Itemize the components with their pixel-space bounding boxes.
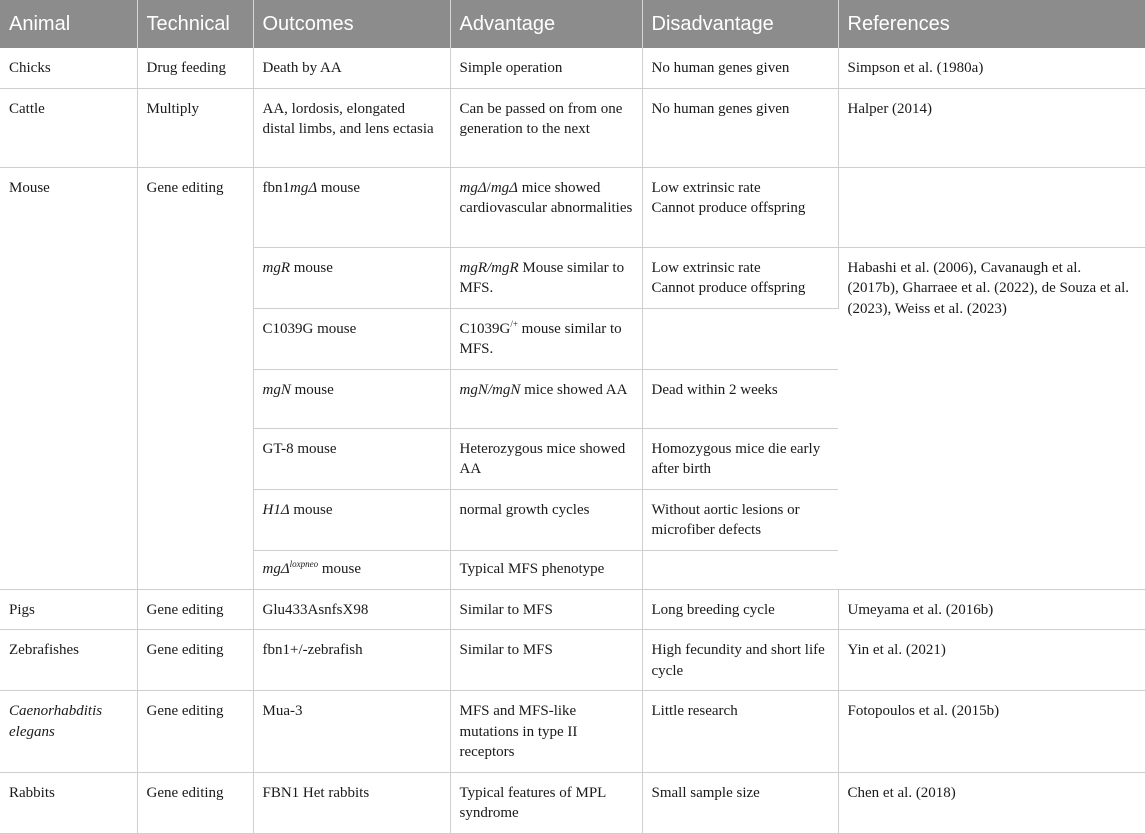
cell-disadvantage: Little research xyxy=(642,691,838,773)
cell-reference: Umeyama et al. (2016b) xyxy=(838,589,1145,630)
cell-outcome: C1039G mouse xyxy=(253,308,450,369)
cell-outcome: Death by AA xyxy=(253,48,450,88)
header-references: References xyxy=(838,0,1145,48)
cell-outcome: AA, lordosis, elongated distal limbs, and lens ectasia xyxy=(253,88,450,167)
cell-outcome: FBN1 Het rabbits xyxy=(253,772,450,833)
cell-technical: Gene editing xyxy=(137,589,253,630)
cell-technical: Gene editing xyxy=(137,772,253,833)
cell-technical: Gene editing xyxy=(137,691,253,773)
cell-animal: Zebrafishes xyxy=(0,630,137,691)
cell-outcome: H1Δ mouse xyxy=(253,489,450,550)
cell-technical: Multiply xyxy=(137,88,253,167)
cell-disadvantage: Long breeding cycle xyxy=(642,589,838,630)
cell-animal: Caenorhabditis elegans xyxy=(0,691,137,773)
cell-disadvantage: Dead within 2 weeks xyxy=(642,369,838,428)
cell-advantage: C1039G/+ mouse similar to MFS. xyxy=(450,308,642,369)
cell-disadvantage: Without aortic lesions or microfiber defects xyxy=(642,489,838,550)
table-row xyxy=(0,88,1145,167)
cell-reference: Chen et al. (2018) xyxy=(838,772,1145,833)
cell-advantage: Can be passed on from one generation to the next xyxy=(450,88,642,167)
cell-outcome: GT-8 mouse xyxy=(253,428,450,489)
table-row xyxy=(0,589,1145,630)
cell-outcome: Glu433AsnfsX98 xyxy=(253,589,450,630)
table-row xyxy=(0,48,1145,88)
cell-reference: Habashi et al. (2006), Cavanaugh et al. (2017b), Gharraee et al. (2022), de Souza et al. (2023), Weiss et al. (2023) xyxy=(838,247,1145,589)
cell-animal: Pigs xyxy=(0,589,137,630)
cell-advantage: Similar to MFS xyxy=(450,630,642,691)
cell-outcome: mgN mouse xyxy=(253,369,450,428)
cell-animal: Mouse xyxy=(0,167,137,589)
cell-disadvantage: Small sample size xyxy=(642,772,838,833)
table-row xyxy=(0,630,1145,691)
cell-reference-empty xyxy=(838,167,1145,247)
cell-animal: Cattle xyxy=(0,88,137,167)
header-outcomes: Outcomes xyxy=(253,0,450,48)
cell-advantage: MFS and MFS-like mutations in type II receptors xyxy=(450,691,642,773)
cell-disadvantage: Homozygous mice die early after birth xyxy=(642,428,838,489)
header-animal: Animal xyxy=(0,0,137,48)
cell-advantage: Typical features of MPL syndrome xyxy=(450,772,642,833)
cell-disadvantage-empty xyxy=(642,308,838,369)
cell-reference: Fotopoulos et al. (2015b) xyxy=(838,691,1145,773)
cell-disadvantage: Low extrinsic rate Cannot produce offspring xyxy=(642,247,838,308)
cell-advantage: Typical MFS phenotype xyxy=(450,550,642,589)
cell-animal: Chicks xyxy=(0,48,137,88)
cell-disadvantage: High fecundity and short life cycle xyxy=(642,630,838,691)
cell-technical: Gene editing xyxy=(137,630,253,691)
cell-reference: Halper (2014) xyxy=(838,88,1145,167)
header-technical: Technical xyxy=(137,0,253,48)
cell-advantage: mgΔ/mgΔ mice showed cardiovascular abnormalities xyxy=(450,167,642,247)
cell-disadvantage: Low extrinsic rate Cannot produce offspring xyxy=(642,167,838,247)
cell-outcome: fbn1mgΔ mouse xyxy=(253,167,450,247)
cell-outcome: Mua-3 xyxy=(253,691,450,773)
header-disadvantage: Disadvantage xyxy=(642,0,838,48)
cell-advantage: Heterozygous mice showed AA xyxy=(450,428,642,489)
cell-advantage: mgN/mgN mice showed AA xyxy=(450,369,642,428)
header-row xyxy=(0,0,1145,48)
cell-technical: Drug feeding xyxy=(137,48,253,88)
cell-advantage: Similar to MFS xyxy=(450,589,642,630)
cell-outcome: mgR mouse xyxy=(253,247,450,308)
cell-outcome: mgΔ$^{loxpneo}$ mouse xyxy=(253,550,450,589)
table-row xyxy=(0,691,1145,773)
cell-advantage: mgR/mgR Mouse similar to MFS. xyxy=(450,247,642,308)
cell-animal: Rabbits xyxy=(0,772,137,833)
table-row xyxy=(0,167,1145,247)
cell-advantage: Simple operation xyxy=(450,48,642,88)
cell-technical: Gene editing xyxy=(137,167,253,589)
cell-reference: Yin et al. (2021) xyxy=(838,630,1145,691)
cell-disadvantage: No human genes given xyxy=(642,88,838,167)
header-advantage: Advantage xyxy=(450,0,642,48)
cell-outcome: fbn1+/-zebrafish xyxy=(253,630,450,691)
cell-disadvantage-empty xyxy=(642,550,838,589)
cell-reference: Simpson et al. (1980a) xyxy=(838,48,1145,88)
cell-disadvantage: No human genes given xyxy=(642,48,838,88)
cell-advantage: normal growth cycles xyxy=(450,489,642,550)
table-row xyxy=(0,772,1145,833)
